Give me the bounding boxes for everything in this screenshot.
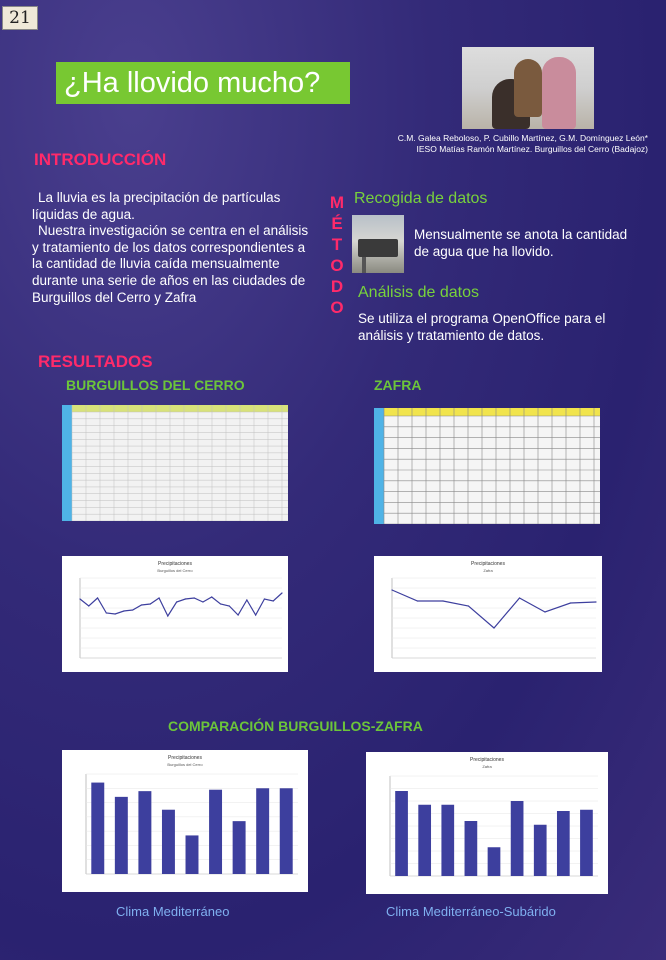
data-point — [211, 596, 212, 597]
burguillos-data-table — [62, 405, 288, 521]
data-point — [493, 627, 494, 628]
bar — [441, 805, 454, 876]
intro-heading: INTRODUCCIÓN — [34, 150, 167, 169]
authors-line-1: C.M. Galea Reboloso, P. Cubillo Martínez, G.M. Domínguez León* — [397, 133, 648, 143]
series-line — [80, 593, 282, 616]
metodo-letter: D — [330, 277, 344, 296]
page-number: 21 — [2, 6, 38, 30]
recogida-text: Mensualmente se anota la cantidad de agua que ha llovido. — [414, 227, 628, 259]
chart-subtitle: Zafra — [483, 568, 493, 573]
authors-line-2: IESO Matías Ramón Martínez. Burguillos del Cerro (Badajoz) — [416, 144, 648, 154]
bar — [162, 810, 175, 874]
authors-credit — [330, 133, 648, 155]
data-point — [79, 598, 80, 599]
intro-paragraph-1: La lluvia es la precipitación de partículas líquidas de agua. — [32, 190, 281, 222]
chart-subtitle: Zafra — [482, 764, 492, 769]
data-point — [185, 598, 186, 599]
zafra-line-chart — [374, 556, 602, 672]
data-point — [141, 604, 142, 605]
data-point — [123, 610, 124, 611]
data-point — [150, 603, 151, 604]
data-point — [167, 615, 168, 616]
caption-left: Clima Mediterráneo — [116, 904, 230, 919]
burguillos-bar-chart — [62, 750, 308, 892]
data-point — [158, 597, 159, 598]
data-point — [220, 603, 221, 604]
data-point — [115, 613, 116, 614]
bar — [256, 788, 269, 874]
data-point — [264, 598, 265, 599]
data-point — [255, 614, 256, 615]
bar — [580, 810, 593, 876]
bar — [209, 790, 222, 874]
metodo-letter: T — [331, 235, 343, 254]
chart-title: Precipitaciones — [168, 755, 202, 761]
data-point — [229, 605, 230, 606]
poster-title: ¿Ha llovido mucho? — [56, 62, 350, 104]
data-point — [273, 600, 274, 601]
bar — [511, 801, 524, 876]
metodo-letter: O — [330, 298, 344, 317]
data-point — [391, 589, 392, 590]
chart-title: Precipitaciones — [158, 561, 192, 567]
analisis-heading: Análisis de datos — [358, 284, 479, 301]
burguillos-heading: BURGUILLOS DEL CERRO — [66, 377, 245, 393]
data-point — [202, 601, 203, 602]
data-point — [544, 611, 545, 612]
data-point — [176, 601, 177, 602]
bar — [186, 835, 199, 874]
data-point — [106, 612, 107, 613]
bar — [534, 825, 547, 876]
data-point — [417, 600, 418, 601]
data-point — [246, 599, 247, 600]
metodo-letter: M — [329, 193, 345, 212]
series-line — [392, 590, 596, 628]
zafra-heading: ZAFRA — [374, 377, 422, 393]
zafra-bar-chart — [366, 752, 608, 894]
chart-subtitle: Burguillos del Cerro — [157, 568, 193, 573]
data-point — [519, 597, 520, 598]
bar — [138, 791, 151, 874]
burguillos-line-chart — [62, 556, 288, 672]
data-point — [132, 609, 133, 610]
metodo-vertical-heading — [328, 192, 346, 318]
resultados-heading: RESULTADOS — [38, 352, 153, 371]
bar — [115, 797, 128, 874]
zafra-data-table — [374, 408, 600, 524]
analisis-text: Se utiliza el programa OpenOffice para el análisis y tratamiento de datos. — [358, 311, 606, 343]
authors-photo — [462, 47, 594, 129]
caption-right: Clima Mediterráneo-Subárido — [386, 904, 556, 919]
data-point — [194, 597, 195, 598]
chart-subtitle: Burguillos del Cerro — [167, 762, 203, 767]
mailbox-photo — [352, 215, 404, 273]
bar — [465, 821, 478, 876]
bar — [557, 811, 570, 876]
bar — [418, 805, 431, 876]
chart-title: Precipitaciones — [470, 757, 504, 763]
chart-title: Precipitaciones — [471, 561, 505, 567]
bar — [488, 847, 501, 876]
data-point — [595, 601, 596, 602]
bar — [233, 821, 246, 874]
data-point — [468, 605, 469, 606]
bar — [91, 783, 104, 874]
bar — [280, 788, 293, 874]
comparacion-heading: COMPARACIÓN BURGUILLOS-ZAFRA — [168, 718, 423, 734]
data-point — [97, 597, 98, 598]
metodo-letter: O — [330, 256, 344, 275]
metodo-letter: É — [331, 214, 343, 233]
data-point — [88, 605, 89, 606]
intro-text — [32, 190, 312, 306]
data-point — [442, 600, 443, 601]
recogida-heading: Recogida de datos — [354, 190, 488, 207]
intro-paragraph-2: Nuestra investigación se centra en el análisis y tratamiento de los datos correspondientes a la cantidad de lluvia caída mensualmente durante una serie de años en las ciudades de Burguillos del Cerro y Zafra — [32, 223, 309, 305]
data-point — [570, 602, 571, 603]
data-point — [281, 592, 282, 593]
bar — [395, 791, 408, 876]
data-point — [237, 614, 238, 615]
